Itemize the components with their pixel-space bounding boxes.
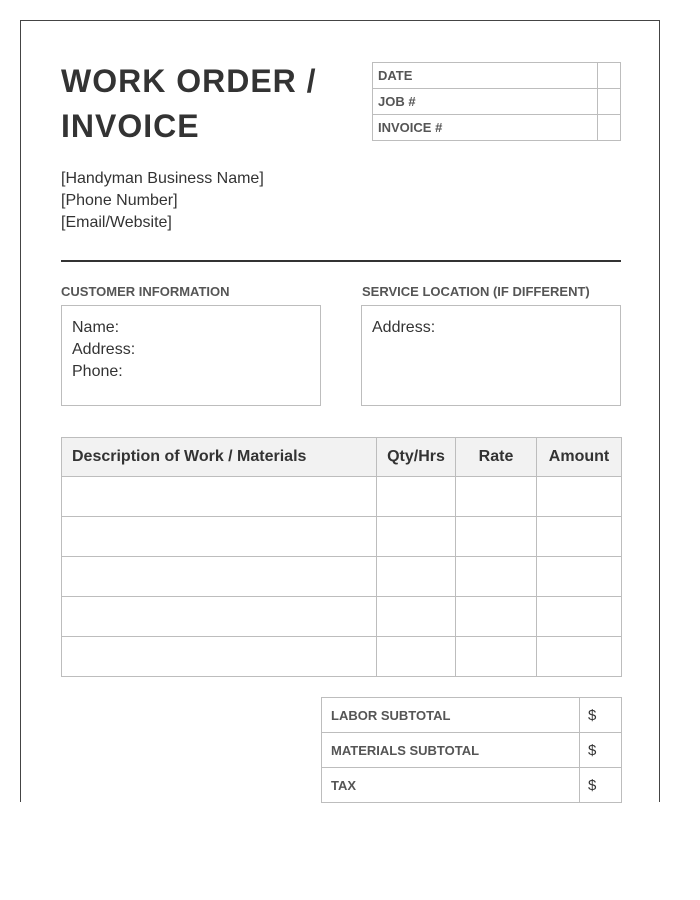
rate-cell[interactable]: [456, 597, 537, 637]
amount-cell[interactable]: [537, 637, 622, 677]
table-row: [62, 597, 622, 637]
labor-subtotal-label: LABOR SUBTOTAL: [322, 698, 580, 733]
business-name: [Handyman Business Name]: [61, 170, 264, 187]
service-address-label: Address:: [372, 319, 436, 336]
amount-cell[interactable]: [537, 597, 622, 637]
description-cell[interactable]: [62, 637, 377, 677]
business-phone: [Phone Number]: [61, 192, 178, 209]
rate-cell[interactable]: [456, 637, 537, 677]
materials-subtotal-field[interactable]: $: [580, 733, 622, 768]
column-header-rate: Rate: [456, 438, 537, 477]
business-email: [Email/Website]: [61, 214, 172, 231]
line-items-table: [61, 437, 622, 677]
totals-row-materials: [322, 733, 622, 768]
amount-cell[interactable]: [537, 517, 622, 557]
customer-info-heading: CUSTOMER INFORMATION: [61, 284, 230, 299]
job-number-field[interactable]: [598, 89, 621, 115]
service-location-heading: SERVICE LOCATION (IF DIFFERENT): [362, 284, 590, 299]
rate-cell[interactable]: [456, 557, 537, 597]
tax-field[interactable]: $: [580, 768, 622, 803]
description-cell[interactable]: [62, 557, 377, 597]
page-title: [61, 59, 317, 149]
table-row: [62, 637, 622, 677]
customer-phone-label: Phone:: [72, 363, 123, 380]
invoice-meta-table: [372, 62, 621, 141]
title-line-1: WORK ORDER /: [61, 63, 317, 99]
title-line-2: INVOICE: [61, 108, 200, 144]
meta-row-job: [373, 89, 621, 115]
qty-cell[interactable]: [377, 477, 456, 517]
amount-cell[interactable]: [537, 557, 622, 597]
qty-cell[interactable]: [377, 597, 456, 637]
description-cell[interactable]: [62, 477, 377, 517]
table-row: [62, 477, 622, 517]
business-info: [61, 168, 264, 234]
meta-label-job: JOB #: [373, 89, 598, 115]
totals-row-tax: [322, 768, 622, 803]
customer-name-label: Name:: [72, 319, 120, 336]
meta-row-date: [373, 63, 621, 89]
table-row: [62, 557, 622, 597]
column-header-qty: Qty/Hrs: [377, 438, 456, 477]
invoice-number-field[interactable]: [598, 115, 621, 141]
totals-row-labor: [322, 698, 622, 733]
description-cell[interactable]: [62, 517, 377, 557]
meta-row-invoice: [373, 115, 621, 141]
materials-subtotal-label: MATERIALS SUBTOTAL: [322, 733, 580, 768]
column-header-amount: Amount: [537, 438, 622, 477]
customer-info-box[interactable]: [61, 305, 321, 406]
tax-label: TAX: [322, 768, 580, 803]
line-items-header: [62, 438, 622, 477]
service-location-box[interactable]: [361, 305, 621, 406]
description-cell[interactable]: [62, 597, 377, 637]
labor-subtotal-field[interactable]: $: [580, 698, 622, 733]
table-row: [62, 517, 622, 557]
meta-label-date: DATE: [373, 63, 598, 89]
customer-address-label: Address:: [72, 341, 136, 358]
qty-cell[interactable]: [377, 517, 456, 557]
rate-cell[interactable]: [456, 517, 537, 557]
qty-cell[interactable]: [377, 637, 456, 677]
rate-cell[interactable]: [456, 477, 537, 517]
column-header-description: Description of Work / Materials: [62, 438, 377, 477]
header-divider: [61, 260, 621, 262]
qty-cell[interactable]: [377, 557, 456, 597]
meta-label-invoice: INVOICE #: [373, 115, 598, 141]
amount-cell[interactable]: [537, 477, 622, 517]
totals-table: [321, 697, 622, 803]
invoice-sheet: [20, 20, 660, 802]
date-field[interactable]: [598, 63, 621, 89]
